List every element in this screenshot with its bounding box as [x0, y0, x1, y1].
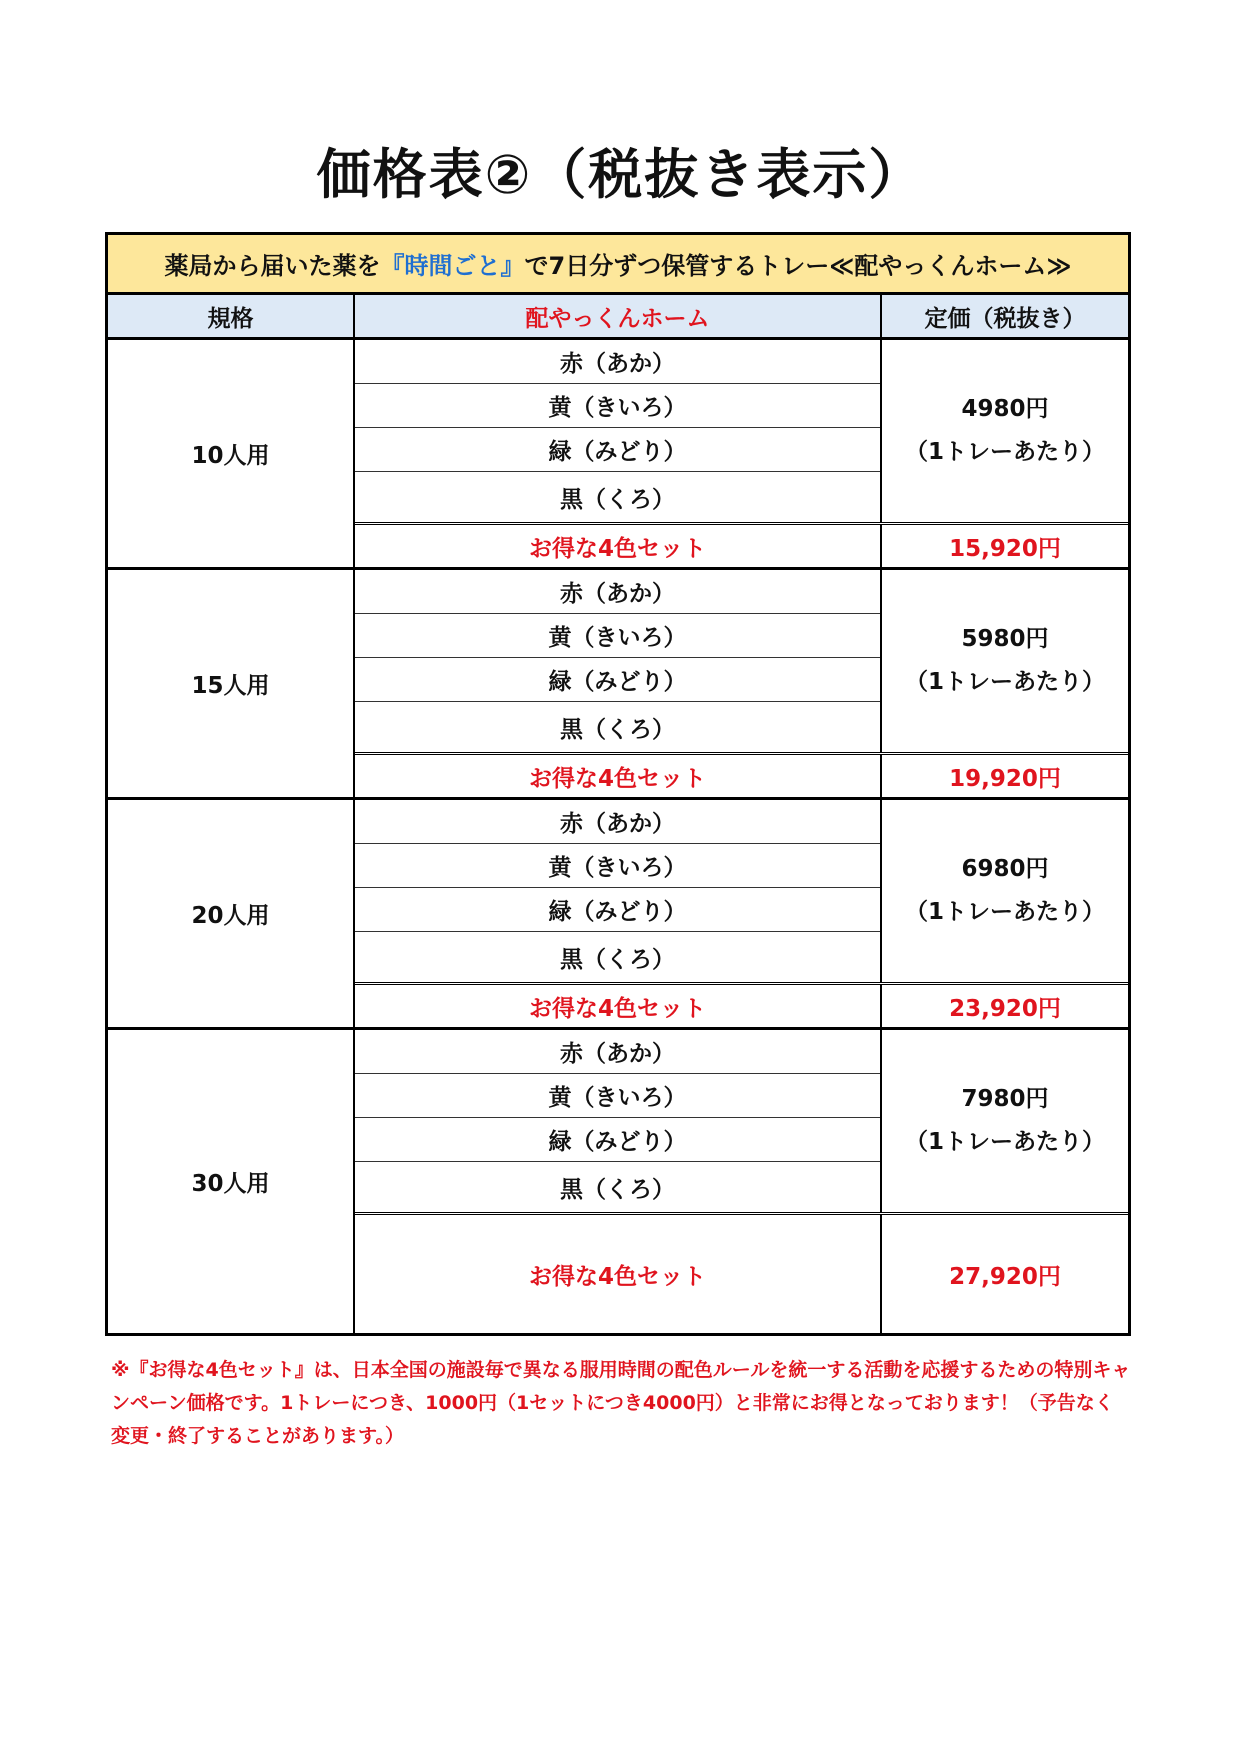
- banner-highlight: 時間ごと: [404, 252, 501, 280]
- unit-price-cell: [882, 570, 1128, 752]
- unit-price: 7980円: [961, 1086, 1049, 1112]
- per-tray-note: （1トレーあたり）: [904, 1129, 1105, 1155]
- color-yellow: 黄（きいろ）: [355, 1074, 880, 1118]
- size-label: 30人用: [108, 1030, 355, 1333]
- color-black: 黒（くろ）: [560, 716, 675, 743]
- banner-open-quote: 『: [380, 252, 405, 280]
- color-yellow: 黄（きいろ）: [355, 844, 880, 888]
- set-row: [355, 525, 1128, 567]
- color-green: 緑（みどり）: [355, 888, 880, 932]
- color-yellow: 黄（きいろ）: [355, 384, 880, 428]
- unit-price-cell: [882, 340, 1128, 522]
- set-label: お得な4色セット: [355, 985, 882, 1027]
- color-red: 赤（あか）: [355, 1030, 880, 1074]
- set-row: [355, 1215, 1128, 1333]
- set-label: お得な4色セット: [355, 755, 882, 797]
- set-price: 23,920円: [949, 995, 1061, 1022]
- size-label: 10人用: [108, 340, 355, 567]
- unit-price-cell: [882, 1030, 1128, 1212]
- price-table: [105, 232, 1131, 1336]
- header-size: 規格: [108, 295, 355, 337]
- banner-prefix: 薬局から届いた薬を: [164, 252, 381, 280]
- set-label: お得な4色セット: [355, 1215, 882, 1333]
- header-product: 配やっくんホーム: [355, 295, 882, 337]
- per-tray-note: （1トレーあたり）: [904, 669, 1105, 695]
- set-label: お得な4色セット: [355, 525, 882, 567]
- set-price: 19,920円: [949, 765, 1061, 792]
- set-price: 15,920円: [949, 535, 1061, 562]
- color-green: 緑（みどり）: [355, 428, 880, 472]
- size-label: 20人用: [108, 800, 355, 1027]
- set-row: [355, 985, 1128, 1027]
- color-yellow: 黄（きいろ）: [355, 614, 880, 658]
- size-group-15: [108, 570, 1128, 800]
- unit-price: 6980円: [961, 856, 1049, 882]
- set-row: [355, 755, 1128, 797]
- footnote: ※『お得な4色セット』は、日本全国の施設毎で異なる服用時間の配色ルールを統一する活動を応援するための特別キャンペーン価格です。1トレーにつき、1000円（1セットにつき4000円）と非常にお得となっております！（予告なく変更・終了することがあります。）: [111, 1359, 1131, 1447]
- color-red: 赤（あか）: [355, 570, 880, 614]
- banner-suffix: で7日分ずつ保管するトレー≪配やっくんホーム≫: [524, 252, 1072, 280]
- size-group-10: [108, 340, 1128, 570]
- color-red: 赤（あか）: [355, 800, 880, 844]
- color-black: 黒（くろ）: [560, 486, 675, 513]
- table-banner: [108, 235, 1128, 295]
- unit-price-cell: [882, 800, 1128, 982]
- set-price: 27,920円: [949, 1263, 1061, 1290]
- size-label: 15人用: [108, 570, 355, 797]
- per-tray-note: （1トレーあたり）: [904, 899, 1105, 925]
- unit-price: 5980円: [961, 626, 1049, 652]
- color-black: 黒（くろ）: [560, 1176, 675, 1203]
- table-header: [108, 295, 1128, 340]
- color-green: 緑（みどり）: [355, 658, 880, 702]
- page-title: 価格表②（税抜き表示）: [316, 143, 925, 206]
- color-green: 緑（みどり）: [355, 1118, 880, 1162]
- banner-close-quote: 』: [500, 252, 525, 280]
- size-group-30: [108, 1030, 1128, 1333]
- color-red: 赤（あか）: [355, 340, 880, 384]
- color-black: 黒（くろ）: [560, 946, 675, 973]
- unit-price: 4980円: [961, 396, 1049, 422]
- header-price: 定価（税抜き）: [924, 305, 1086, 332]
- per-tray-note: （1トレーあたり）: [904, 439, 1105, 465]
- size-group-20: [108, 800, 1128, 1030]
